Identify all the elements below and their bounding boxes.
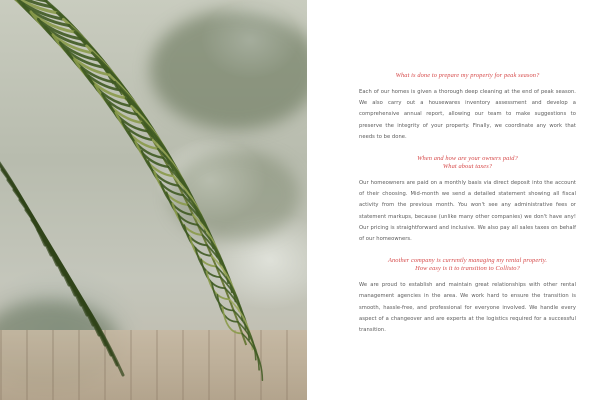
faq-question (359, 155, 576, 171)
faq-question-line: How easy is it to transition to Collisto? (415, 265, 520, 273)
faq-answer: Each of our homes is given a thorough deep cleaning at the end of peak season. We also carry out a housewares inventory assessment and develop a comprehensive annual report, allowing our team to make suggestions to preserve the integrity of your property. Finally, we coordinate any work that needs to be done. (359, 89, 576, 140)
faq-item-transition (359, 257, 576, 336)
faq-question (359, 72, 576, 80)
faq-item-peak-season (359, 72, 576, 143)
faq-answer: Our homeowners are paid on a monthly basis via direct deposit into the account of their choosing. Mid-month we send a detailed statement showing all fiscal activity from the previous month. You won't see any administrative fees or statement markups, because (unlike many other companies) we don't have any! Our pricing is straightforward and inclusive. We also pay all sales taxes on behalf of our homeowners. (359, 180, 576, 243)
faq-answer: We are proud to establish and maintain great relationships with other rental management agencies in the area. We work hard to ensure the transition is smooth, hassle-free, and professional for everyone involved. We handle every aspect of a changeover and are experts at the logistics required for a successful transition. (359, 282, 576, 334)
faq-question-line: When and how are your owners paid? (417, 155, 518, 163)
faq-question-line: What about taxes? (442, 163, 493, 171)
faq-question-line: What is done to prepare my property for peak season? (395, 72, 540, 79)
faq-question (359, 257, 576, 273)
faq-page (307, 0, 614, 400)
faq-question-line: Another company is currently managing my rental property. (387, 257, 548, 265)
faq-item-owner-payments (359, 155, 576, 245)
faq-content (359, 72, 576, 348)
